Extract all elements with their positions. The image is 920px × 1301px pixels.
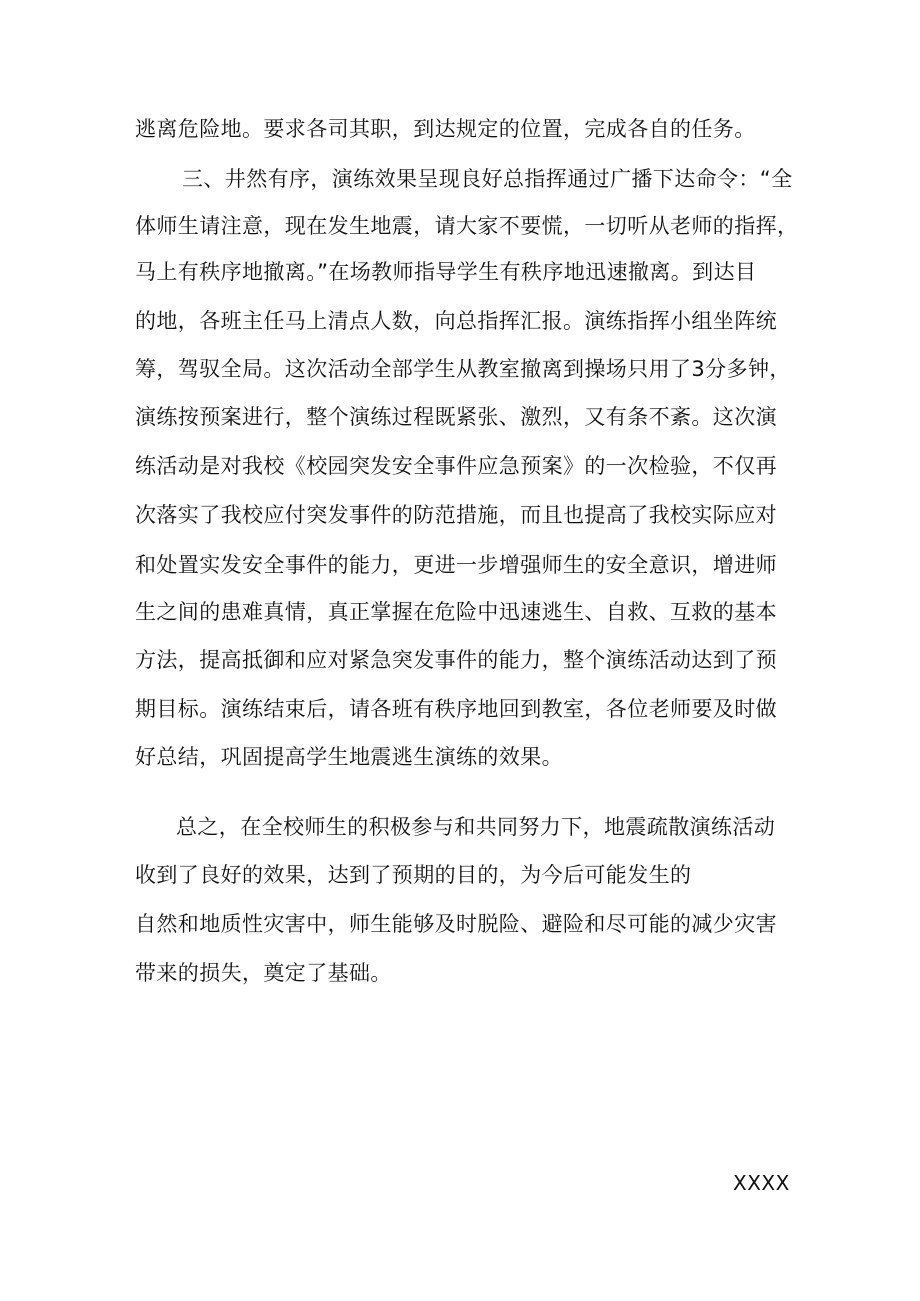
paragraph-line: 三、井然有序，演练效果呈现良好总指挥通过广播下达命令：“全 [182,167,793,191]
signature: XXXX [733,1171,790,1195]
paragraph-line: 次落实了我校应付突发事件的防范措施，而且也提高了我校实际应对 [135,503,777,527]
paragraph-line: 筹，驾驭全局。这次活动全部学生从教室撤离到操场只用了3分多钟， [135,357,791,381]
paragraph-line: 带来的损失，奠定了基础。 [135,961,392,985]
paragraph-line: 期目标。演练结束后，请各班有秩序地回到教室，各位老师要及时做 [135,697,777,721]
paragraph-line: 演练按预案进行，整个演练过程既紧张、激烈，又有条不紊。这次演 [135,405,777,429]
paragraph-line: 收到了良好的效果，达到了预期的目的，为今后可能发生的 [135,863,692,887]
paragraph-line: 马上有秩序地撤离。”在场教师指导学生有秩序地迅速撤离。到达目 [135,260,757,284]
paragraph-line: 生之间的患难真情，真正掌握在危险中迅速逃生、自救、互救的基本 [135,600,777,624]
paragraph-line: 好总结，巩固提高学生地震逃生演练的效果。 [135,745,563,769]
paragraph-line: 自然和地质性灾害中，师生能够及时脱险、避险和尽可能的减少灾害 [135,912,777,936]
paragraph-line: 体师生请注意，现在发生地震，请大家不要慌，一切听从老师的指挥， [135,214,799,238]
paragraph-line: 练活动是对我校《校园突发安全事件应急预案》的一次检验，不仅再 [135,454,777,478]
paragraph-line: 方法，提高抵御和应对紧急突发事件的能力，整个演练活动达到了预 [135,648,777,672]
paragraph-line: 和处置实发安全事件的能力，更进一步增强师生的安全意识，增进师 [135,553,777,577]
paragraph-line: 总之，在全校师生的积极参与和共同努力下，地震疏散演练活动 [176,815,776,839]
paragraph-line: 逃离危险地。要求各司其职，到达规定的位置，完成各自的任务。 [135,117,756,141]
paragraph-line: 的地，各班主任马上清点人数，向总指挥汇报。演练指挥小组坐阵统 [135,309,777,333]
